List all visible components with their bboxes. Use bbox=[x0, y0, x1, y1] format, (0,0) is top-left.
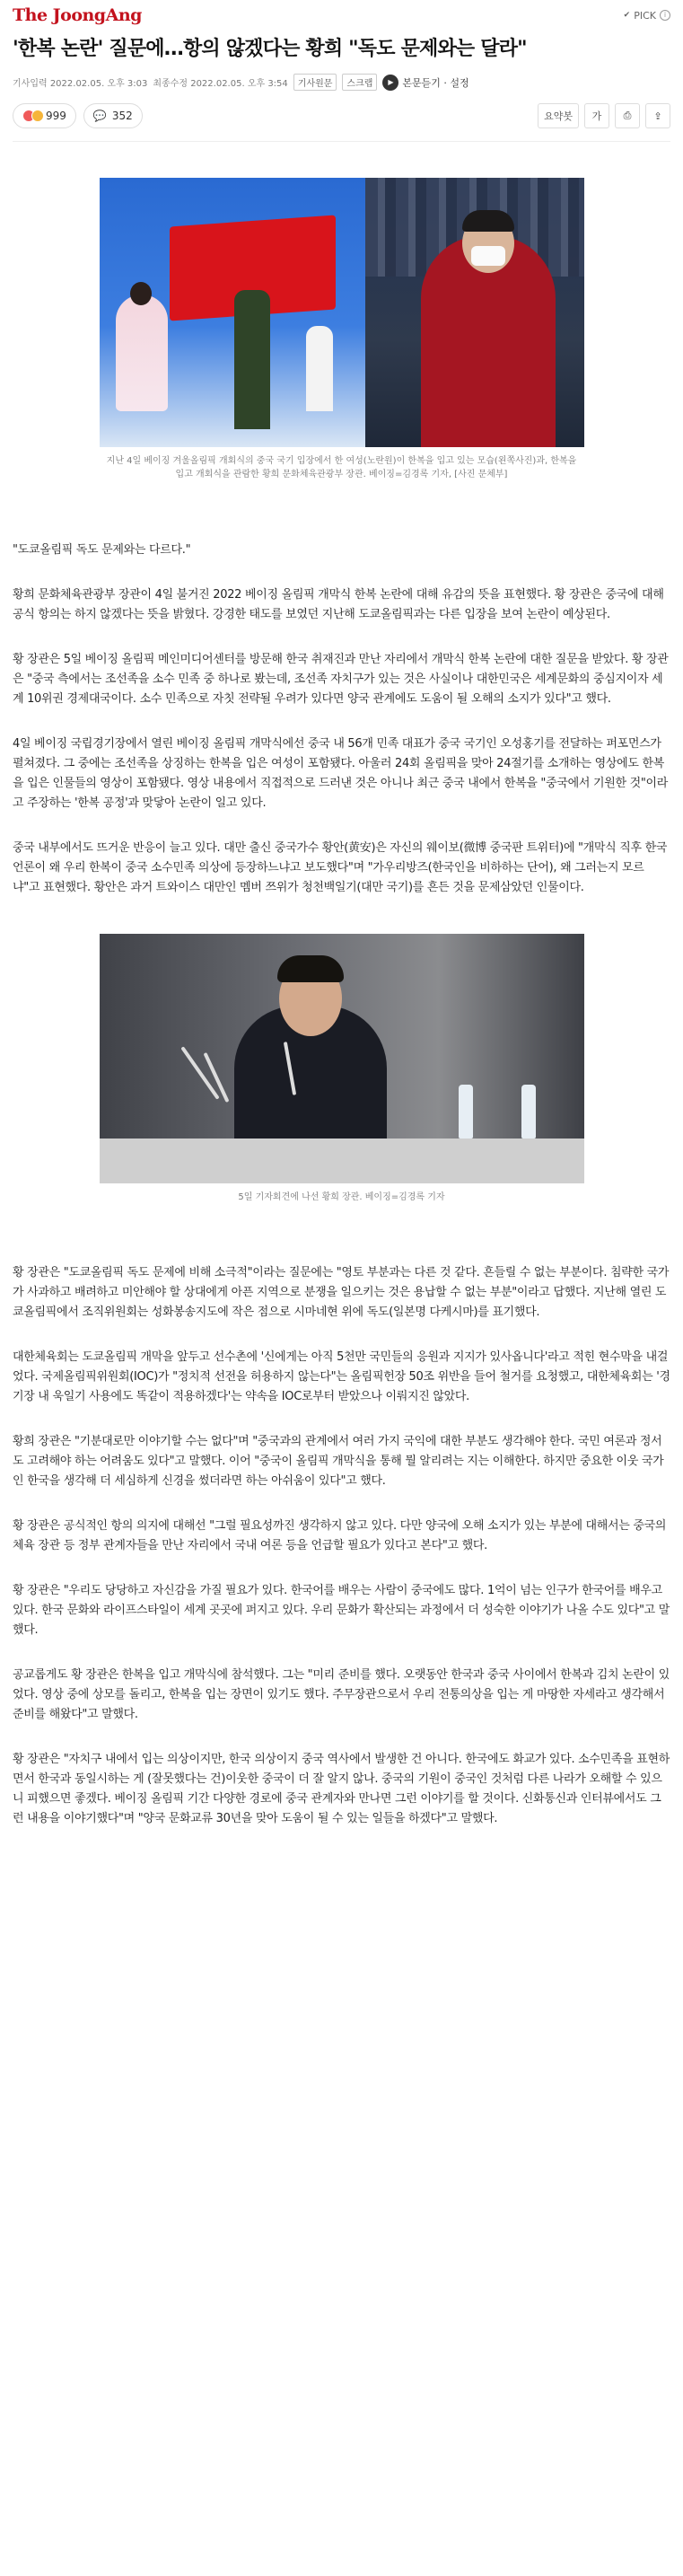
article-body-part-2 bbox=[0, 1263, 683, 1829]
scrap-button[interactable]: 스크랩 bbox=[342, 74, 377, 91]
figure-1 bbox=[100, 178, 584, 481]
flag-guard-shape bbox=[234, 290, 270, 429]
header-divider bbox=[13, 141, 670, 142]
publisher-logo[interactable]: The JoongAng bbox=[13, 5, 142, 25]
print-button[interactable]: ⎙ bbox=[615, 103, 640, 128]
water-bottle-shape bbox=[521, 1085, 536, 1139]
audio-player[interactable] bbox=[382, 75, 468, 91]
article-meta bbox=[0, 63, 683, 91]
paragraph: 황 장관은 "자치구 내에서 입는 의상이지만, 한국 의상이지 중국 역사에서 발생한 건 아니다. 한국에도 화교가 있다. 소수민족을 표현하면서 한국과 동일시하는 게 (잘못했다는 건)이웃한 중국이 더 잘 알지 않나. 중국의 기원이 중국인 것처럼 다른 나라가 오해할 수 있으니 피했으면 좋겠다. 베이징 올림픽 기간 다양한 경로에 중국 관계자와 만나면 그런 이야기를 할 것이다. 신화통신과 인터뷰에서도 그런 내용을 이야기했다"며 "양국 문화교류 30년을 맞아 도움이 될 수 있는 일들을 하겠다"고 말했다. bbox=[13, 1753, 670, 1825]
checkmark-icon: ✔ bbox=[623, 11, 631, 20]
published-date: 기사입력 2022.02.05. 오후 3:03 bbox=[13, 79, 148, 89]
paragraph: 황 장관은 "도쿄올림픽 독도 문제에 비해 소극적"이라는 질문에는 "영토 부분과는 다른 것 같다. 흔들릴 수 없는 부분이다. 침략한 국가가 사과하고 배려하고 미안해야 할 상대에게 아픈 지역으로 분쟁을 일으키는 것은 용납할 수 없는 부분"이라고 답했다. 지난해 열린 도쿄올림픽에서 조직위원회는 성화봉송지도에 작은 점으로 시마네현 위에 독도(일본명 다케시마)를 표기했다. bbox=[13, 1266, 670, 1319]
share-button[interactable]: ⇪ bbox=[645, 103, 670, 128]
paragraph: 공교롭게도 황 장관은 한복을 입고 개막식에 참석했다. 그는 "미리 준비를 했다. 오랫동안 한국과 중국 사이에서 한복과 김치 논란이 있었다. 영상 중에 상모를 돌리고, 한복을 입는 장면이 있기도 했다. 주무장관으로서 우리 전통의상을 입는 게 마땅한 자세라고 생각해서 준비를 해왔다"고 말했다. bbox=[13, 1668, 670, 1721]
audio-label[interactable]: 본문듣기 · 설정 bbox=[402, 76, 469, 89]
paragraph: "도쿄올림픽 독도 문제와는 다르다." bbox=[13, 543, 191, 557]
figure-2 bbox=[100, 934, 584, 1204]
figure-2-caption: 5일 기자회견에 나선 황희 장관. 베이징=김경록 기자 bbox=[238, 1192, 445, 1202]
info-icon[interactable]: i bbox=[660, 10, 670, 21]
table-shape bbox=[100, 1139, 584, 1183]
paragraph: 중국 내부에서도 뜨거운 반응이 늘고 있다. 대만 출신 중국가수 황안(黄安)은 자신의 웨이보(微博 중국판 트위터)에 "개막식 직후 한국 언론이 왜 우리 한복이 중국 소수민족 의상에 등장하느냐고 보도했다"며 "가우리방즈(한국인을 비하하는 단어), 왜 그러는지 모르냐"고 표현했다. 황안은 과거 트와이스 대만인 멤버 쯔위가 청천백일기(대만 국기)를 흔든 것을 문제삼았던 인물이다. bbox=[13, 841, 668, 894]
tool-group bbox=[538, 103, 670, 128]
paragraph: 4일 베이징 국립경기장에서 열린 베이징 올림픽 개막식에선 중국 내 56개 민족 대표가 중국 국기인 오성홍기를 전달하는 퍼포먼스가 펼쳐졌다. 그 중에는 조선족을 상징하는 한복을 입은 여성이 포함됐다. 아울러 24회 올림픽을 맞아 24절기를 소개하는 영상에도 한복을 입은 인물들의 영상이 포함됐다. 영상 내용에서 직접적으로 드러낸 것은 아니나 최근 중국 내에서 한복을 "중국에서 기원한 것"이라고 주장하는 '한복 공정'과 맞닿아 논란이 일고 있다. bbox=[13, 737, 669, 810]
comment-icon: 💬 bbox=[92, 110, 107, 122]
minister-hair bbox=[277, 955, 344, 982]
comment-button[interactable] bbox=[83, 103, 143, 128]
original-article-link[interactable]: 기사원문 bbox=[293, 74, 337, 91]
paragraph: 대한체육회는 도쿄올림픽 개막을 앞두고 선수촌에 '신에게는 아직 5천만 국민들의 응원과 지지가 있사옵니다'라고 적힌 현수막을 내걸었다. 국제올림픽위원회(IOC)가 "정치적 선전을 허용하지 않는다"는 올림픽헌장 50조 위반을 들어 철거를 요청했고, 대한체육회는 '경기장 내 욱일기 사용에도 똑같이 적용하겠다'는 약속을 IOC로부터 받았으나 이뤄지진 않았다. bbox=[13, 1350, 670, 1403]
figure-1-caption: 지난 4일 베이징 겨울올림픽 개회식의 중국 국기 입장에서 한 여성(노란원)이 한복을 입고 있는 모습(왼쪽사진)과, 한복을 입고 개회식을 관람한 황희 문화체육관광부 장관. 베이징=김경록 기자, [사진 문체부] bbox=[106, 456, 577, 479]
top-bar bbox=[0, 0, 683, 31]
paragraph: 황 장관은 5일 베이징 올림픽 메인미디어센터를 방문해 한국 취재진과 만난 자리에서 개막식 한복 논란에 대한 질문을 받았다. 황 장관은 "중국 측에서는 조선족을 소수 민족 중 하나로 봤는데, 조선족 자치구가 있는 것은 사실이나 대한민국은 세계문화의 중심지이자 세계 10위권 경제대국이다. 소수 민족으로 자칫 전략될 우려가 있다면 양국 관계에도 도움이 될 오해의 소지가 있다"고 했다. bbox=[13, 653, 669, 706]
reaction-count: 999 bbox=[46, 110, 66, 122]
pick-label: PICK bbox=[634, 9, 656, 22]
minister-scene bbox=[365, 178, 584, 447]
article-actions bbox=[0, 91, 683, 128]
face-mask bbox=[471, 246, 505, 266]
hanbok-woman-head bbox=[130, 282, 152, 305]
summary-bot-button[interactable]: 요약봇 bbox=[538, 103, 579, 128]
paragraph: 황희 장관은 "기분대로만 이야기할 수는 없다"며 "중국과의 관계에서 여러 가지 국익에 대한 부분도 생각해야 한다. 국민 여론과 정서도 고려해야 하는 어려움도 있다"고 말했다. 이어 "중국이 올림픽 개막식을 통해 뭘 알리려는 지는 이해한다. 하지만 중요한 이웃 국가인 한국을 생각해 더 세심하게 신경을 썼더라면 하는 아쉬움이 있다"고 했다. bbox=[13, 1435, 664, 1488]
ceremony-scene bbox=[100, 178, 365, 447]
hanbok-woman-shape bbox=[116, 295, 168, 411]
paragraph: 황희 문화체육관광부 장관이 4일 불거진 2022 베이징 올림픽 개막식 한복 논란에 대해 유감의 뜻을 표현했다. 황 장관은 중국에 대해 공식 항의는 하지 않겠다는 뜻을 밝혔다. 강경한 태도를 보였던 지난해 도쿄올림픽과는 다른 입장을 보여 논란이 예상된다. bbox=[13, 588, 664, 621]
minister-hair bbox=[462, 210, 514, 232]
opening-ceremony-photo[interactable] bbox=[100, 178, 584, 447]
performer-shape bbox=[306, 326, 333, 411]
press-conference-photo[interactable] bbox=[100, 934, 584, 1183]
reaction-button[interactable] bbox=[13, 103, 76, 128]
comment-count: 352 bbox=[111, 110, 133, 122]
paragraph: 황 장관은 공식적인 항의 의지에 대해선 "그럴 필요성까진 생각하지 않고 있다. 다만 양국에 오해 소지가 있는 부분에 대해서는 중국의 체육 장관 등 정부 관계자들을 만난 자리에서 국내 여론 등을 언급할 필요가 있다고 본다"고 했다. bbox=[13, 1519, 667, 1552]
article-headline: '한복 논란' 질문에…항의 않겠다는 황희 "독도 문제와는 달라" bbox=[13, 38, 527, 60]
font-size-button[interactable]: 가 bbox=[584, 103, 609, 128]
pick-badge[interactable] bbox=[624, 10, 670, 22]
reaction-group bbox=[13, 103, 143, 128]
water-bottle-shape bbox=[459, 1085, 473, 1139]
play-icon[interactable]: ▶ bbox=[382, 75, 398, 91]
article-body-part-1 bbox=[0, 541, 683, 898]
paragraph: 황 장관은 "우리도 당당하고 자신감을 가질 필요가 있다. 한국어를 배우는 사람이 중국에도 많다. 1억이 넘는 인구가 한국어를 배우고 있다. 한국 문화와 라이프스타일이 세계 곳곳에 퍼지고 있다. 우리 문화가 확산되는 과정에서 더 성숙한 이야기가 나올 수도 있다"고 말했다. bbox=[13, 1584, 670, 1637]
reaction-emoji-icon bbox=[22, 110, 40, 122]
modified-date: 최종수정 2022.02.05. 오후 3:54 bbox=[153, 79, 288, 89]
